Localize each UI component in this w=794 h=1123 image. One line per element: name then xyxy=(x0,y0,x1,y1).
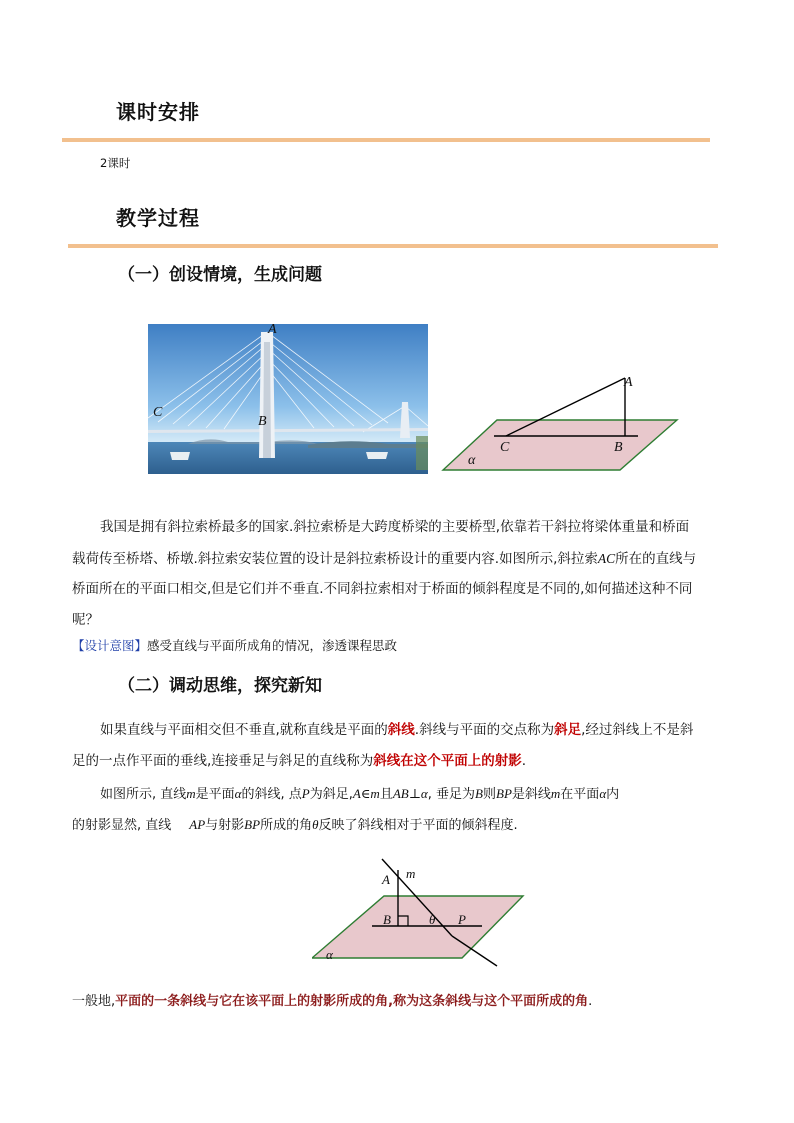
text: 在平面 xyxy=(560,787,600,802)
text: 如果直线与平面相交但不垂直,就称直线是平面的 xyxy=(100,722,388,738)
term-oblique-foot: 斜足 xyxy=(554,722,582,738)
var: B xyxy=(475,786,483,801)
diagram1-label-b: B xyxy=(614,440,623,455)
text: 足的一点作平面的垂线,连接垂足与斜足的直线称为 xyxy=(72,753,374,769)
part2-heading: （二）调动思维，探究新知 xyxy=(118,676,322,696)
diagram1-label-alpha: α xyxy=(468,453,476,468)
var: BP xyxy=(244,817,261,832)
intro-line-4 xyxy=(72,605,99,636)
var: AC xyxy=(597,551,616,566)
text: .斜线与平面的交点称为 xyxy=(414,722,555,738)
definition-term: 平面的一条斜线与它在该平面上的射影所成的角,称为这条斜线与这个平面所成的角 xyxy=(115,994,589,1009)
design-intent xyxy=(72,636,397,654)
diagram2-label-m: m xyxy=(406,866,416,881)
section-title-process: 教学过程 xyxy=(116,206,200,230)
text: , 垂足为 xyxy=(427,787,476,802)
text: 内 xyxy=(606,787,620,802)
angle-definition xyxy=(72,990,592,1009)
text: 为斜足, xyxy=(309,787,353,802)
section-title-schedule: 课时安排 xyxy=(116,100,200,124)
var: θ xyxy=(312,817,319,832)
definition-line-1 xyxy=(100,715,693,746)
oblique-line-diagram xyxy=(440,370,685,475)
example-line-1 xyxy=(100,778,619,810)
angle-diagram xyxy=(312,856,532,970)
text: . xyxy=(588,994,593,1009)
diagram1-label-c: C xyxy=(500,440,510,455)
var: BP xyxy=(496,786,512,801)
text: 载荷传至桥塔、桥墩.斜拉索安装位置的设计是斜拉索桥设计的重要内容.如图所示,斜拉索 xyxy=(72,551,598,567)
text: 我国是拥有斜拉索桥最多的国家.斜拉索桥是大跨度桥梁的主要桥型,依靠若干斜拉将梁体重量和桥面 xyxy=(100,519,690,535)
text: 呢？ xyxy=(72,612,99,628)
var: α xyxy=(234,786,242,801)
text: 所在的直线与 xyxy=(615,551,697,567)
photo-label-c: C xyxy=(153,405,163,420)
text: 且 xyxy=(379,787,393,802)
text: 与射影 xyxy=(205,818,245,833)
diagram2-label-a: A xyxy=(382,872,390,887)
var: AP xyxy=(189,817,206,832)
text: 一般地, xyxy=(72,994,116,1009)
definition-line-2 xyxy=(72,746,526,777)
diagram2-label-b: B xyxy=(383,912,391,927)
section-divider xyxy=(62,138,710,142)
text: . xyxy=(521,753,527,769)
design-intent-text: 感受直线与平面所成角的情况，渗透课程思政 xyxy=(147,638,398,653)
var: P xyxy=(301,786,310,801)
text: 则 xyxy=(482,787,496,802)
diagram1-label-a: A xyxy=(624,375,633,390)
var: m xyxy=(550,786,561,801)
text: 桥面所在的平面口相交,但是它们并不垂直.不同斜拉索相对于桥面的倾斜程度是不同的,如何描述这种不同 xyxy=(72,581,693,597)
term-projection: 斜线在这个平面上的射影 xyxy=(373,753,522,769)
text: 所成的角 xyxy=(260,818,313,833)
text: 如图所示, 直线 xyxy=(100,787,187,802)
diagram2-label-p: P xyxy=(458,912,466,927)
design-intent-label: 【设计意图】 xyxy=(72,638,148,653)
text: 是平面 xyxy=(195,787,235,802)
diagram2-label-theta: θ xyxy=(429,912,436,927)
text: ,经过斜线上不是斜 xyxy=(581,722,694,738)
schedule-content: 2课时 xyxy=(100,156,131,170)
text: 的斜线, 点 xyxy=(241,787,302,802)
part1-heading: （一）创设情境，生成问题 xyxy=(118,265,322,285)
section-divider xyxy=(68,244,718,248)
text: 的射影显然, 直线 xyxy=(72,818,172,833)
var: α xyxy=(599,786,607,801)
text: 反映了斜线相对于平面的倾斜程度. xyxy=(318,818,518,833)
var: m xyxy=(186,786,196,801)
text: 是斜线 xyxy=(511,787,551,802)
intro-line-2 xyxy=(72,543,696,575)
var: A∈m xyxy=(352,786,380,801)
intro-line-1 xyxy=(100,512,689,543)
photo-label-b: B xyxy=(258,414,267,429)
var: AB⊥α xyxy=(392,786,428,801)
bridge-photo xyxy=(148,318,428,474)
diagram2-label-alpha: α xyxy=(326,947,333,962)
term-oblique-line: 斜线 xyxy=(387,722,415,738)
example-line-2 xyxy=(72,809,518,841)
photo-label-a: A xyxy=(268,322,277,337)
intro-line-3 xyxy=(72,574,692,605)
